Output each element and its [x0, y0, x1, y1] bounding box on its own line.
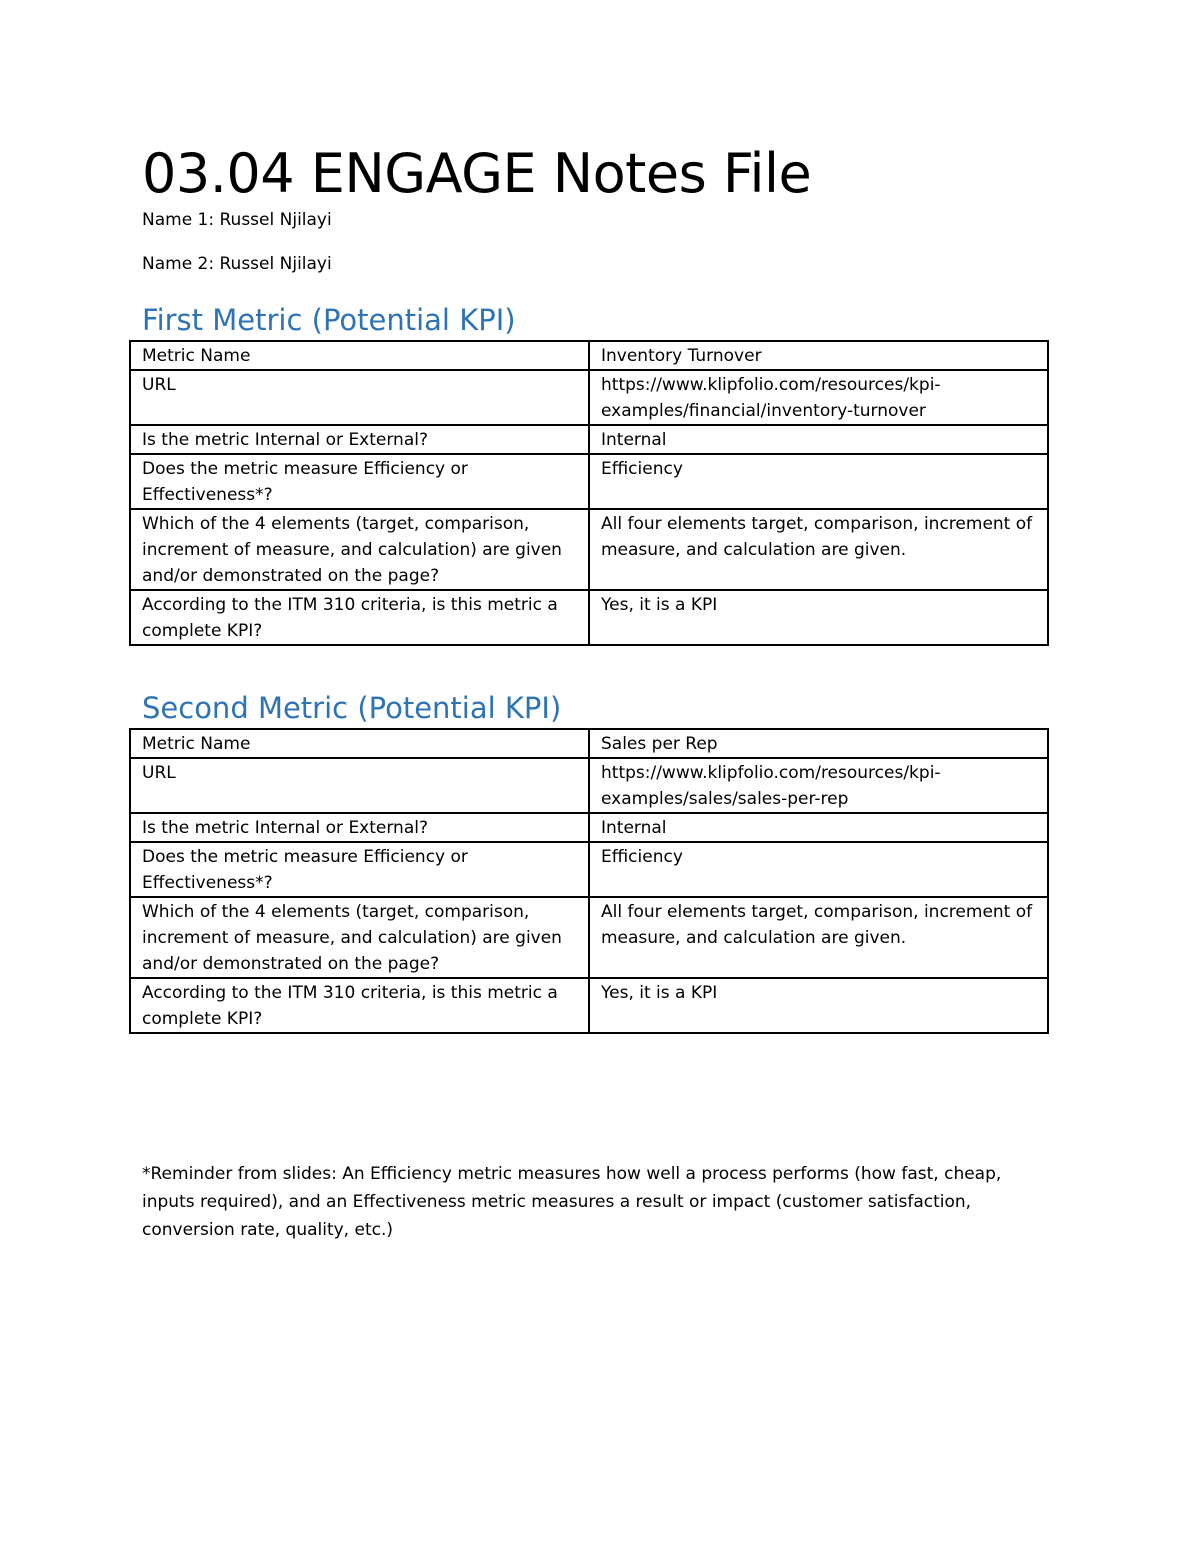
- row-value: All four elements target, comparison, increment of measure, and calculation are given.: [589, 897, 1048, 978]
- row-value: Internal: [589, 425, 1048, 454]
- footnote: *Reminder from slides: An Efficiency metric measures how well a process performs (how fast, cheap, inputs required), and an Effectiveness metric measures a result or impact (customer satisfaction, conversion rate, quality, etc.): [142, 1164, 1002, 1240]
- row-label: URL: [130, 758, 589, 813]
- row-label: Which of the 4 elements (target, comparison, increment of measure, and calculation) are given and/or demonstrated on the page?: [130, 509, 589, 590]
- row-label: URL: [130, 370, 589, 425]
- name-2: Name 2: Russel Njilayi: [142, 254, 332, 274]
- first-metric-table: [129, 340, 1049, 646]
- second-metric-heading: Second Metric (Potential KPI): [142, 691, 562, 725]
- second-metric-table: [129, 728, 1049, 1034]
- document-title: 03.04 ENGAGE Notes File: [142, 142, 812, 205]
- row-value: Sales per Rep: [589, 729, 1048, 758]
- row-label: According to the ITM 310 criteria, is this metric a complete KPI?: [130, 590, 589, 645]
- first-metric-heading: First Metric (Potential KPI): [142, 303, 516, 337]
- row-label: Does the metric measure Efficiency or Effectiveness*?: [130, 454, 589, 509]
- row-value: Efficiency: [589, 454, 1048, 509]
- name-1: Name 1: Russel Njilayi: [142, 210, 332, 230]
- row-label: Metric Name: [130, 729, 589, 758]
- table-row: [130, 590, 1048, 645]
- row-label: Is the metric Internal or External?: [130, 813, 589, 842]
- row-label: Which of the 4 elements (target, comparison, increment of measure, and calculation) are given and/or demonstrated on the page?: [130, 897, 589, 978]
- table-row: [130, 370, 1048, 425]
- row-value: Yes, it is a KPI: [589, 590, 1048, 645]
- table-row: [130, 425, 1048, 454]
- row-value: https://www.klipfolio.com/resources/kpi-examples/financial/inventory-turnover: [589, 370, 1048, 425]
- row-value: All four elements target, comparison, increment of measure, and calculation are given.: [589, 509, 1048, 590]
- table-row: [130, 454, 1048, 509]
- row-value: Efficiency: [589, 842, 1048, 897]
- table-row: [130, 813, 1048, 842]
- table-row: [130, 842, 1048, 897]
- row-value: Yes, it is a KPI: [589, 978, 1048, 1033]
- row-label: Is the metric Internal or External?: [130, 425, 589, 454]
- table-row: [130, 897, 1048, 978]
- row-label: Does the metric measure Efficiency or Effectiveness*?: [130, 842, 589, 897]
- table-row: [130, 978, 1048, 1033]
- row-value: Inventory Turnover: [589, 341, 1048, 370]
- table-row: [130, 758, 1048, 813]
- row-value: Internal: [589, 813, 1048, 842]
- row-label: According to the ITM 310 criteria, is this metric a complete KPI?: [130, 978, 589, 1033]
- table-row: [130, 341, 1048, 370]
- row-value: https://www.klipfolio.com/resources/kpi-examples/sales/sales-per-rep: [589, 758, 1048, 813]
- table-row: [130, 729, 1048, 758]
- table-row: [130, 509, 1048, 590]
- row-label: Metric Name: [130, 341, 589, 370]
